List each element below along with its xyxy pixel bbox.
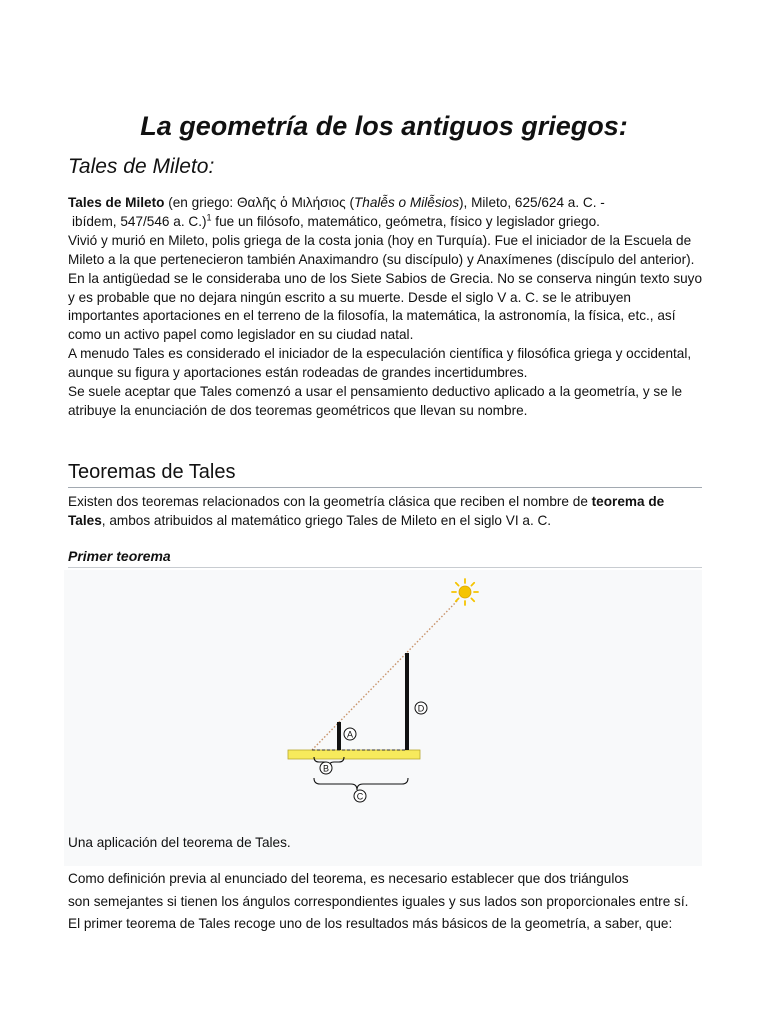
label-d: D (417, 703, 425, 714)
sun-ray (312, 600, 458, 750)
intro-transliteration: Thalễs o Milễsios (353, 195, 459, 210)
tall-stick (405, 653, 409, 750)
intro-dates: ), Mileto, 625/624 a. C. - (459, 195, 605, 210)
sun-icon (452, 579, 478, 605)
thales-figure (64, 570, 702, 866)
intro-paragraph-1 (68, 194, 704, 213)
intro-greek-name[interactable]: Θαλῆς ὁ Μιλήσιος (236, 195, 346, 210)
theorems-text-a: Existen dos teoremas relacionados con la geometría clásica que reciben el nombre de (68, 494, 592, 509)
intro-line2: ibídem, 547/546 a. C.) (72, 213, 207, 229)
intro-paren-open: ( (345, 195, 354, 210)
thales-diagram (64, 570, 702, 866)
intro-name: Tales de Mileto (68, 195, 165, 210)
label-b-marker (320, 762, 332, 774)
body-paragraph-2: El primer teorema de Tales recoge uno de los resultados más básicos de la geometría, a saber, que: (68, 916, 673, 931)
first-theorem-heading: Primer teorema (68, 546, 702, 568)
intro-paragraph-4: Se suele aceptar que Tales comenzó a usar el pensamiento deductivo aplicado a la geometría, y se le atribuye la enunciación de dos teoremas geométricos que llevan su nombre. (68, 384, 683, 418)
ground-bar (288, 750, 420, 759)
theorems-intro (68, 493, 704, 531)
body-paragraph-1b: son semejantes si tienen los ángulos correspondientes iguales y sus lados son proporcionales entre sí. (68, 893, 689, 909)
theorem-term[interactable]: teorema de Tales (68, 494, 665, 528)
label-b: B (322, 763, 330, 774)
footnote-link[interactable]: 1 (206, 212, 212, 223)
label-c-marker (354, 790, 366, 802)
label-a: A (346, 729, 354, 740)
intro-section (68, 194, 704, 421)
body-paragraph-1a: Como definición previa al enunciado del teorema, es necesario establecer que dos triángulos (68, 871, 629, 886)
label-a-marker (344, 728, 356, 740)
figure-caption: Una aplicación del teorema de Tales. (68, 835, 291, 850)
theorems-heading: Teoremas de Tales (68, 459, 702, 488)
small-stick (337, 722, 341, 750)
intro-paragraph-1-cont (68, 213, 704, 232)
label-c: C (356, 791, 364, 802)
intro-line2-rest: fue un filósofo, matemático, geómetra, físico y legislador griego. (211, 213, 600, 229)
intro-greek-prefix: (en griego: (164, 195, 237, 210)
theorems-text-b: , ambos atribuidos al matemático griego Tales de Mileto en el siglo VI a. C. (101, 512, 552, 528)
section-subtitle: Tales de Mileto: (68, 155, 215, 178)
label-d-marker (415, 702, 427, 714)
page-title: La geometría de los antiguos griegos: (140, 111, 628, 141)
theorem-body (68, 868, 708, 936)
intro-paragraph-2: Vivió y murió en Mileto, polis griega de la costa jonia (hoy en Turquía). Fue el iniciador de la Escuela de Mileto a la que pertenecieron también Anaximandro (su discípulo) y Anaxímenes (discípulo del anterior). En la antigüedad se le consideraba uno de los Siete Sabios de Grecia. No se conserva ningún texto suyo y es probable que no dejara ningún escrito a su muerte. Desde el siglo V a. C. se le atribuyen importantes aportaciones en el terreno de la filosofía, la matemática, la astronomía, la física, etc., así como un activo papel como legislador en su ciudad natal. (68, 232, 703, 343)
brace-c (314, 778, 408, 790)
intro-paragraph-3: A menudo Tales es considerado el iniciador de la especulación científica y filosófica griega y occidental, aunque su figura y aportaciones están rodeadas de grandes incertidumbres. (68, 346, 692, 381)
